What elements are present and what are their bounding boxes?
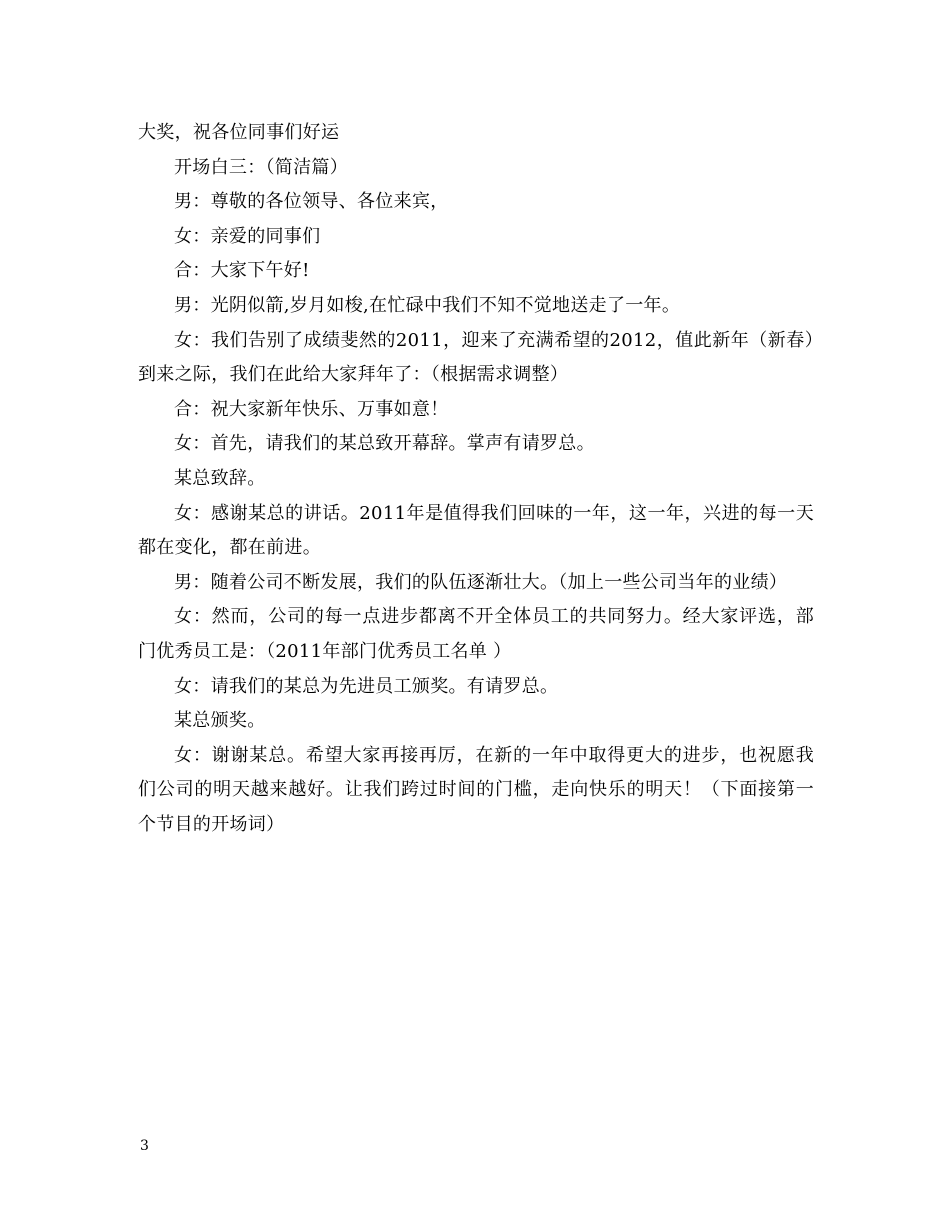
paragraph-10: 某总致辞。 — [174, 467, 266, 489]
paragraph-2: 开场白三：（简洁篇） — [174, 156, 348, 178]
paragraph-7: 女：我们告别了成绩斐然的2011，迎来了充满希望的2012，值此新年（新春）到来之际，我们在此给大家拜年了：（根据需求调整） — [138, 329, 814, 386]
page-number: 3 — [140, 1138, 149, 1154]
paragraph-13: 女：然而，公司的每一点进步都离不开全体员工的共同努力。经大家评选，部门优秀员工是：（2011年部门优秀员工名单 ） — [138, 606, 814, 662]
paragraph-6: 男：光阴似箭,岁月如梭,在忙碌中我们不知不觉地送走了一年。 — [174, 294, 681, 316]
paragraph-11: 女：感谢某总的讲话。2011年是值得我们回味的一年，这一年，兴进的每一天都在变化，都在前进。 — [138, 502, 814, 559]
paragraph-4: 女：亲爱的同事们 — [174, 225, 321, 247]
paragraph-15: 某总颁奖。 — [174, 710, 266, 732]
paragraph-16: 女：谢谢某总。希望大家再接再厉，在新的一年中取得更大的进步，也祝愿我们公司的明天越来越好。让我们跨过时间的门槛，走向快乐的明天！（下面接第一个节目的开场词） — [138, 744, 814, 835]
paragraph-12: 男：随着公司不断发展，我们的队伍逐渐壮大。（加上一些公司当年的业绩） — [174, 571, 788, 593]
paragraph-9: 女：首先，请我们的某总致开幕辞。掌声有请罗总。 — [174, 433, 595, 455]
document-body — [138, 116, 814, 842]
paragraph-8: 合：祝大家新年快乐、万事如意！ — [174, 398, 449, 420]
paragraph-5: 合：大家下午好! — [174, 260, 310, 282]
paragraph-1: 大奖，祝各位同事们好运 — [138, 122, 340, 143]
paragraph-14: 女：请我们的某总为先进员工颁奖。有请罗总。 — [174, 675, 559, 697]
paragraph-3: 男：尊敬的各位领导、各位来宾， — [174, 191, 449, 213]
